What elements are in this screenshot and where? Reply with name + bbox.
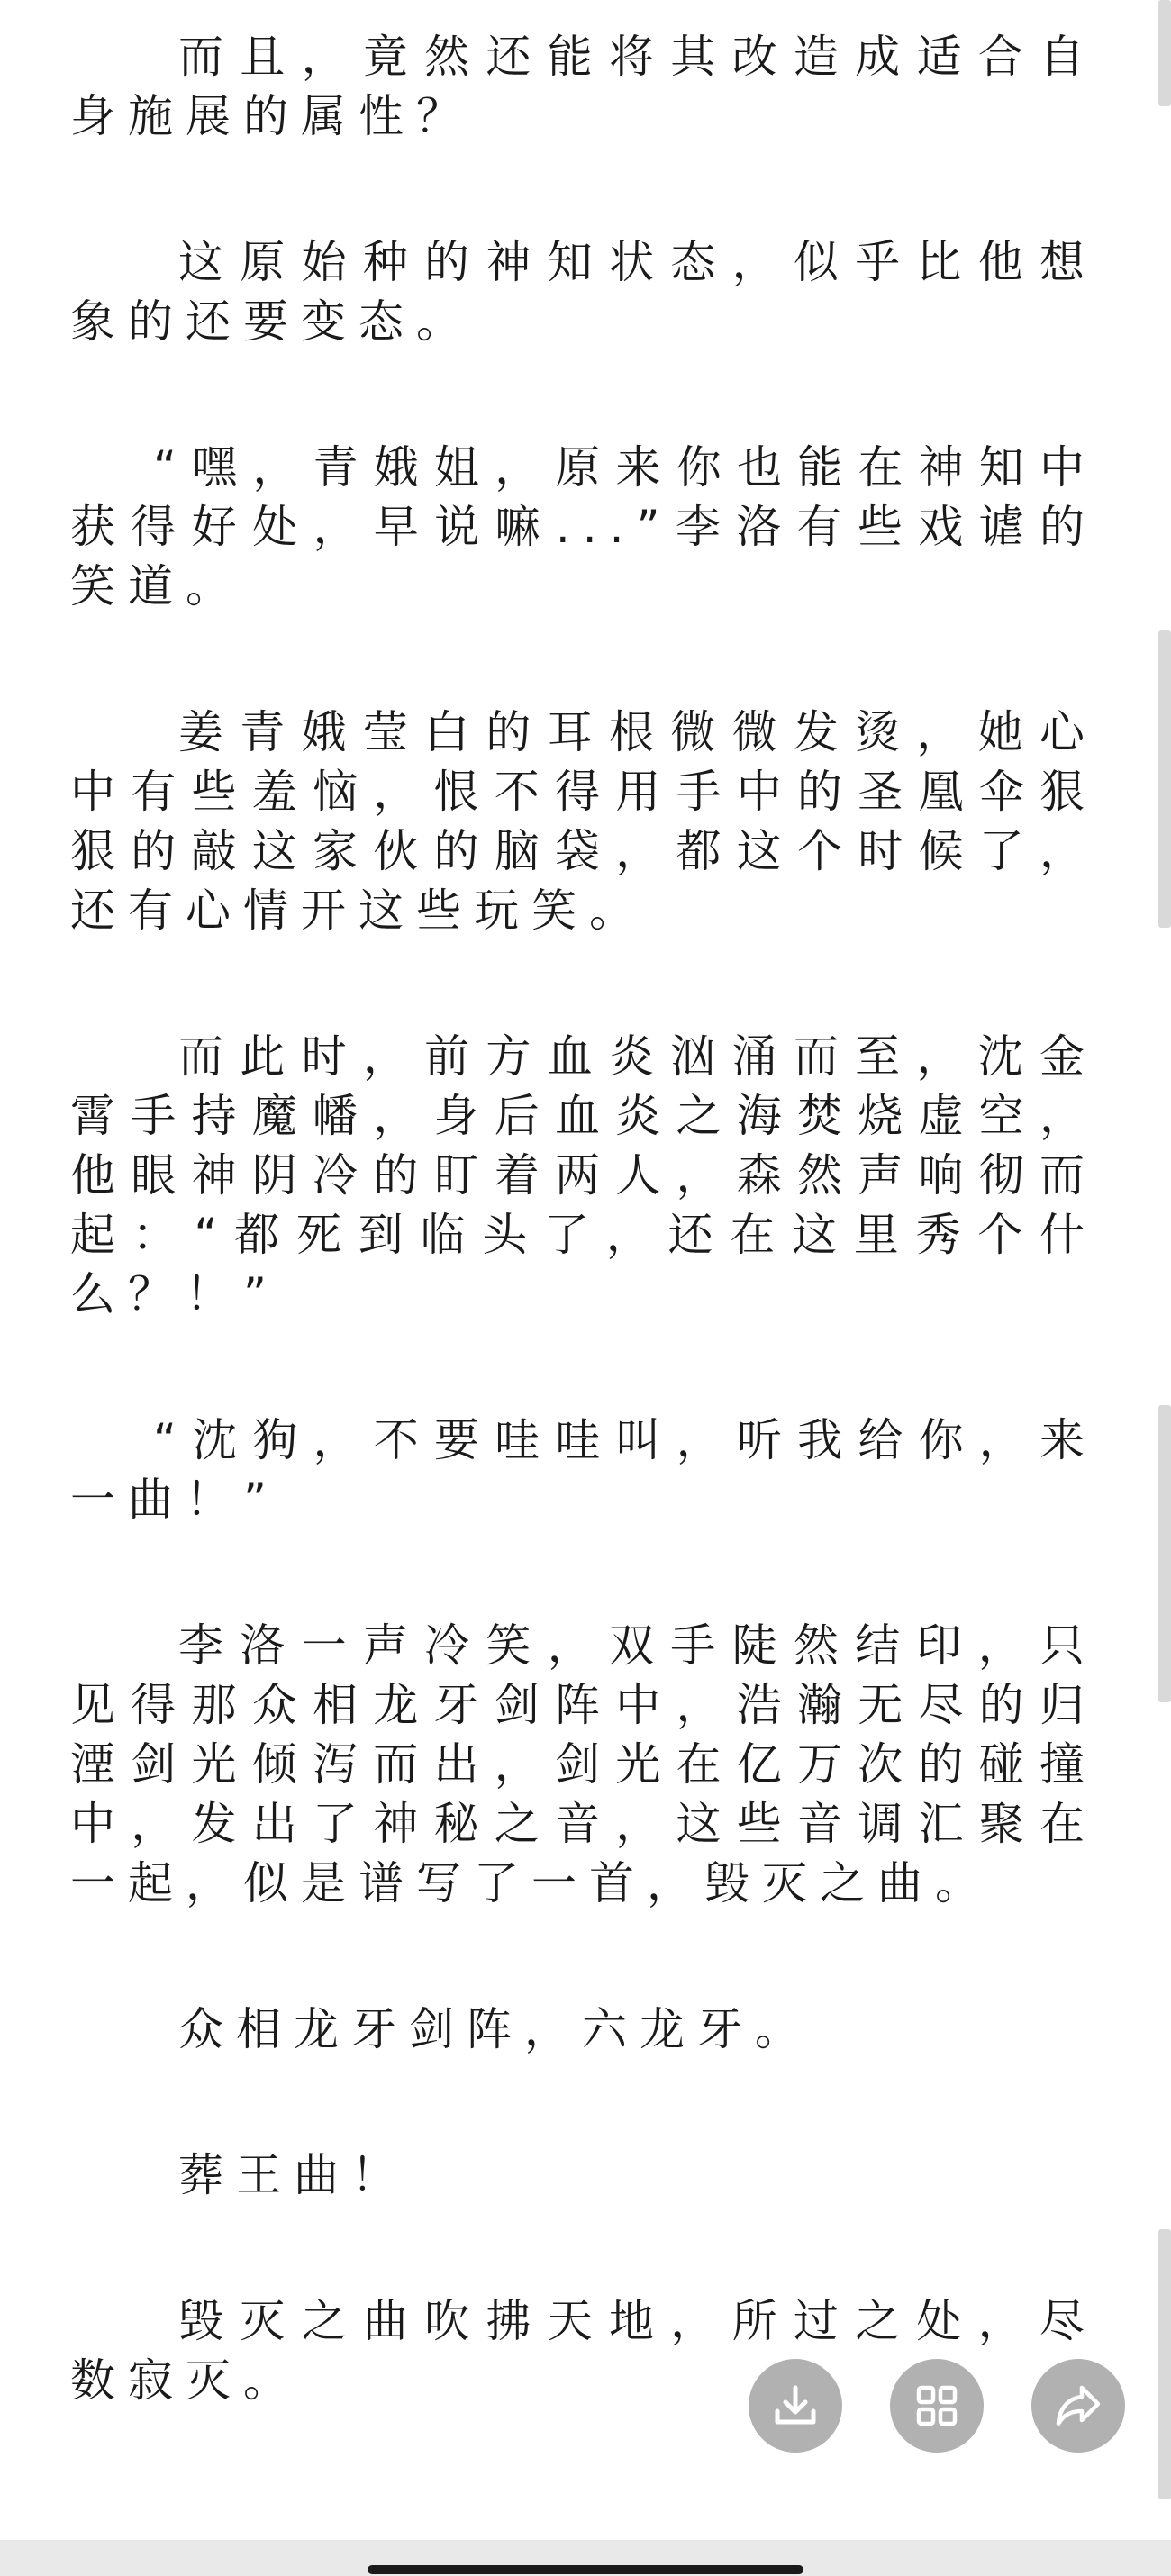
scrollbar-segment[interactable]: [1158, 1405, 1171, 1702]
paragraph: 这原始种的神知状态，似乎比他想象的还要变态。: [70, 236, 1097, 348]
paragraph: “沈狗，不要哇哇叫，听我给你，来一曲！”: [70, 1414, 1097, 1526]
paragraph: 而且，竟然还能将其改造成适合自身施展的属性？: [70, 31, 1097, 142]
article-content: [70, 27, 1097, 2497]
share-button[interactable]: [1031, 2359, 1125, 2453]
paragraph: “嘿，青娥姐，原来你也能在神知中获得好处，早说嘛...”李洛有些戏谑的笑道。: [70, 441, 1097, 612]
scrollbar-segment[interactable]: [1158, 0, 1171, 106]
scrollbar[interactable]: [1158, 0, 1171, 2540]
scrollbar-segment[interactable]: [1158, 2229, 1171, 2499]
paragraph: 毁灭之曲吹拂天地，所过之处，尽数寂灭。: [70, 2295, 1097, 2407]
grid-menu-button[interactable]: [890, 2359, 984, 2453]
share-icon: [1051, 2379, 1105, 2433]
scrollbar-segment[interactable]: [1158, 630, 1171, 928]
home-indicator[interactable]: [368, 2565, 803, 2574]
grid-icon: [912, 2381, 962, 2431]
paragraph: 姜青娥莹白的耳根微微发烫，她心中有些羞恼，恨不得用手中的圣凰伞狠狠的敲这家伙的脑袋，都这个时候了，还有心情开这些玩笑。: [70, 706, 1097, 937]
paragraph: 葬王曲！: [178, 2149, 409, 2201]
paragraph: 众相龙牙剑阵，六龙牙。: [178, 2003, 812, 2055]
system-navigation-bar: [0, 2540, 1171, 2576]
paragraph: 而此时，前方血炎汹涌而至，沈金霄手持魔幡，身后血炎之海焚烧虚空，他眼神阴冷的盯着两人，森然声响彻而起：“都死到临头了，还在这里秀个什么？！”: [70, 1030, 1097, 1320]
download-icon: [770, 2381, 821, 2431]
paragraph: 李洛一声冷笑，双手陡然结印，只见得那众相龙牙剑阵中，浩瀚无尽的归湮剑光倾泻而出，剑光在亿万次的碰撞中，发出了神秘之音，这些音调汇聚在一起，似是谱写了一首，毁灭之曲。: [70, 1619, 1097, 1909]
download-button[interactable]: [749, 2359, 842, 2453]
